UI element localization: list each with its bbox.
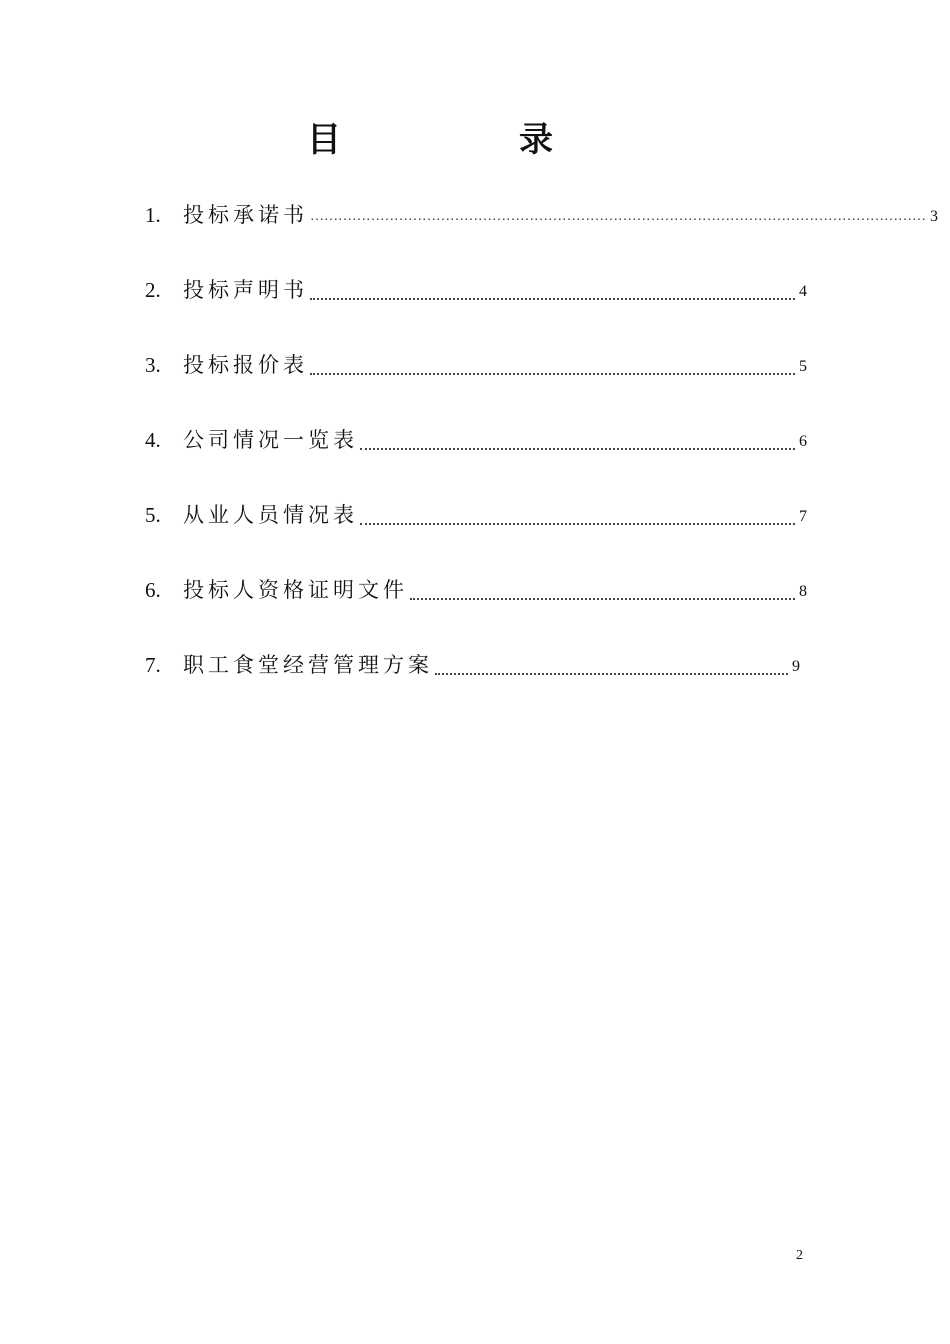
toc-entry-page: 4 — [799, 283, 807, 300]
toc-entry[interactable] — [145, 346, 807, 421]
toc-entry-title: 从业人员情况表 — [183, 503, 358, 527]
toc-entry-page: 8 — [799, 583, 807, 600]
toc-entry-number: 1. — [145, 203, 161, 227]
toc-entry-number: 4. — [145, 428, 161, 452]
toc-entry[interactable] — [145, 496, 807, 571]
toc-leader — [435, 672, 788, 675]
toc-entry-number: 2. — [145, 278, 161, 302]
toc-entry-page: 3 — [930, 208, 938, 225]
table-of-contents — [145, 196, 938, 721]
toc-leader — [310, 372, 795, 375]
toc-entry-title: 投标报价表 — [183, 353, 308, 377]
toc-entry-page: 5 — [799, 358, 807, 375]
toc-entry[interactable] — [145, 271, 807, 346]
toc-leader: …………………………………………………………………………………………………………………… — [310, 209, 926, 224]
toc-entry-number: 3. — [145, 353, 161, 377]
toc-entry[interactable] — [145, 421, 807, 496]
toc-entry-title: 投标承诺书 — [183, 203, 308, 227]
toc-leader — [310, 297, 795, 300]
toc-leader — [410, 597, 795, 600]
toc-entry[interactable] — [145, 571, 807, 646]
page-number: 2 — [796, 1248, 803, 1263]
toc-entry-title: 投标人资格证明文件 — [183, 578, 408, 602]
page-title: 目 录 — [307, 120, 625, 160]
toc-entry-title: 职工食堂经营管理方案 — [183, 653, 433, 677]
toc-entry-page: 9 — [792, 658, 800, 675]
toc-entry-title: 公司情况一览表 — [183, 428, 358, 452]
toc-entry-number: 6. — [145, 578, 161, 602]
toc-leader — [360, 447, 795, 450]
toc-entry[interactable] — [145, 646, 800, 721]
toc-entry-page: 7 — [799, 508, 807, 525]
toc-entry-number: 7. — [145, 653, 161, 677]
toc-entry-title: 投标声明书 — [183, 278, 308, 302]
toc-entry[interactable] — [145, 196, 938, 271]
toc-leader — [360, 522, 795, 525]
toc-entry-number: 5. — [145, 503, 161, 527]
toc-entry-page: 6 — [799, 433, 807, 450]
